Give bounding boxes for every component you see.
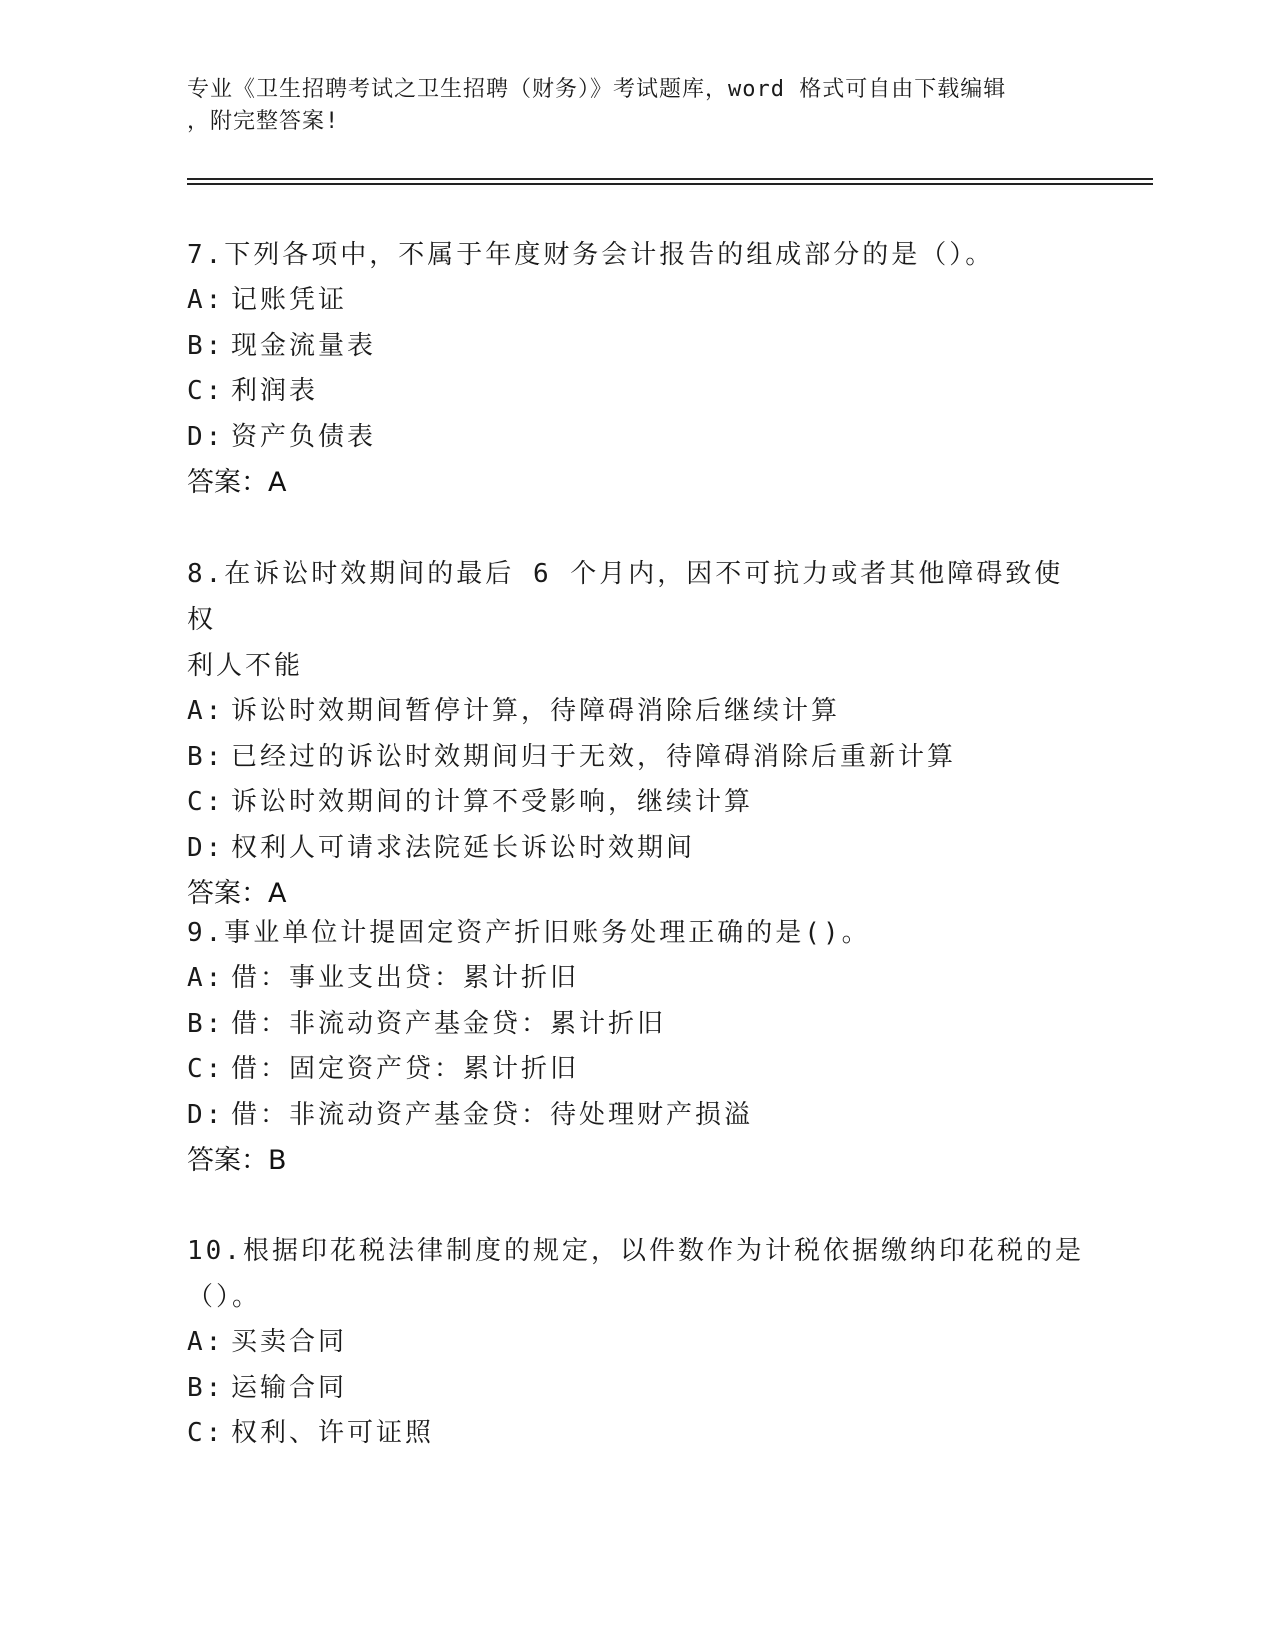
question-title-line-1: 8.在诉讼时效期间的最后 6 个月内，因不可抗力或者其他障碍致使权 <box>187 559 1064 635</box>
option-letter: A: <box>187 285 225 315</box>
option-a <box>187 1320 1087 1366</box>
question-7 <box>187 232 1087 506</box>
option-text: 诉讼时效期间暂停计算，待障碍消除后继续计算 <box>231 696 841 726</box>
option-letter: C: <box>187 787 225 817</box>
option-c <box>187 780 1087 826</box>
option-text: 借：非流动资产基金贷：待处理财产损溢 <box>231 1099 754 1130</box>
option-text: 已经过的诉讼时效期间归于无效，待障碍消除后重新计算 <box>231 741 957 772</box>
option-a <box>187 278 1087 324</box>
answer: 答案：A <box>187 467 287 498</box>
option-text: 资产负债表 <box>231 421 377 452</box>
option-text: 借：事业支出贷：累计折旧 <box>231 963 580 993</box>
option-text: 利润表 <box>231 376 319 406</box>
option-text: 借：固定资产贷：累计折旧 <box>231 1054 580 1084</box>
option-letter: A: <box>187 1327 225 1357</box>
question-title-line-2: （）。 <box>187 1282 262 1312</box>
question-title: 7.下列各项中，不属于年度财务会计报告的组成部分的是（）。 <box>187 240 995 270</box>
question-title-line-1: 10.根据印花税法律制度的规定，以件数作为计税依据缴纳印花税的是 <box>187 1236 1084 1266</box>
option-letter: B: <box>187 741 225 772</box>
option-text: 权利人可请求法院延长诉讼时效期间 <box>231 832 696 863</box>
question-10 <box>187 1228 1087 1457</box>
question-9 <box>187 910 1087 1184</box>
question-title: 9.事业单位计提固定资产折旧账务处理正确的是()。 <box>187 918 871 948</box>
option-text: 买卖合同 <box>231 1327 348 1357</box>
option-letter: B: <box>187 1372 225 1403</box>
option-c <box>187 369 1087 415</box>
header-line-2: ，附完整答案! <box>187 109 340 134</box>
option-d <box>187 826 1087 872</box>
option-c <box>187 1411 1087 1457</box>
option-letter: C: <box>187 1054 225 1084</box>
document-header <box>187 74 1067 138</box>
answer: 答案：B <box>187 1145 287 1176</box>
option-b <box>187 735 1087 781</box>
answer: 答案：A <box>187 878 287 909</box>
option-d <box>187 1093 1087 1139</box>
option-b <box>187 1366 1087 1412</box>
question-8 <box>187 551 1087 917</box>
option-text: 借：非流动资产基金贷：累计折旧 <box>231 1008 667 1039</box>
option-letter: A: <box>187 963 225 993</box>
option-letter: D: <box>187 421 225 452</box>
option-letter: B: <box>187 330 225 361</box>
option-d <box>187 415 1087 461</box>
header-rule-bottom <box>187 183 1153 185</box>
option-text: 现金流量表 <box>231 330 377 361</box>
option-text: 权利、许可证照 <box>231 1418 435 1448</box>
question-title-line-2: 利人不能 <box>187 651 304 681</box>
option-text: 诉讼时效期间的计算不受影响，继续计算 <box>231 787 754 817</box>
option-letter: A: <box>187 696 225 726</box>
option-letter: B: <box>187 1008 225 1039</box>
option-letter: D: <box>187 832 225 863</box>
option-letter: C: <box>187 1418 225 1448</box>
option-text: 运输合同 <box>231 1372 348 1403</box>
header-rule-top <box>187 178 1153 180</box>
option-letter: C: <box>187 376 225 406</box>
option-letter: D: <box>187 1099 225 1130</box>
option-b <box>187 324 1087 370</box>
option-text: 记账凭证 <box>231 285 348 315</box>
option-b <box>187 1002 1087 1048</box>
option-c <box>187 1047 1087 1093</box>
option-a <box>187 689 1087 735</box>
header-line-1: 专业《卫生招聘考试之卫生招聘（财务）》考试题库，word 格式可自由下载编辑 <box>187 77 1007 102</box>
option-a <box>187 956 1087 1002</box>
